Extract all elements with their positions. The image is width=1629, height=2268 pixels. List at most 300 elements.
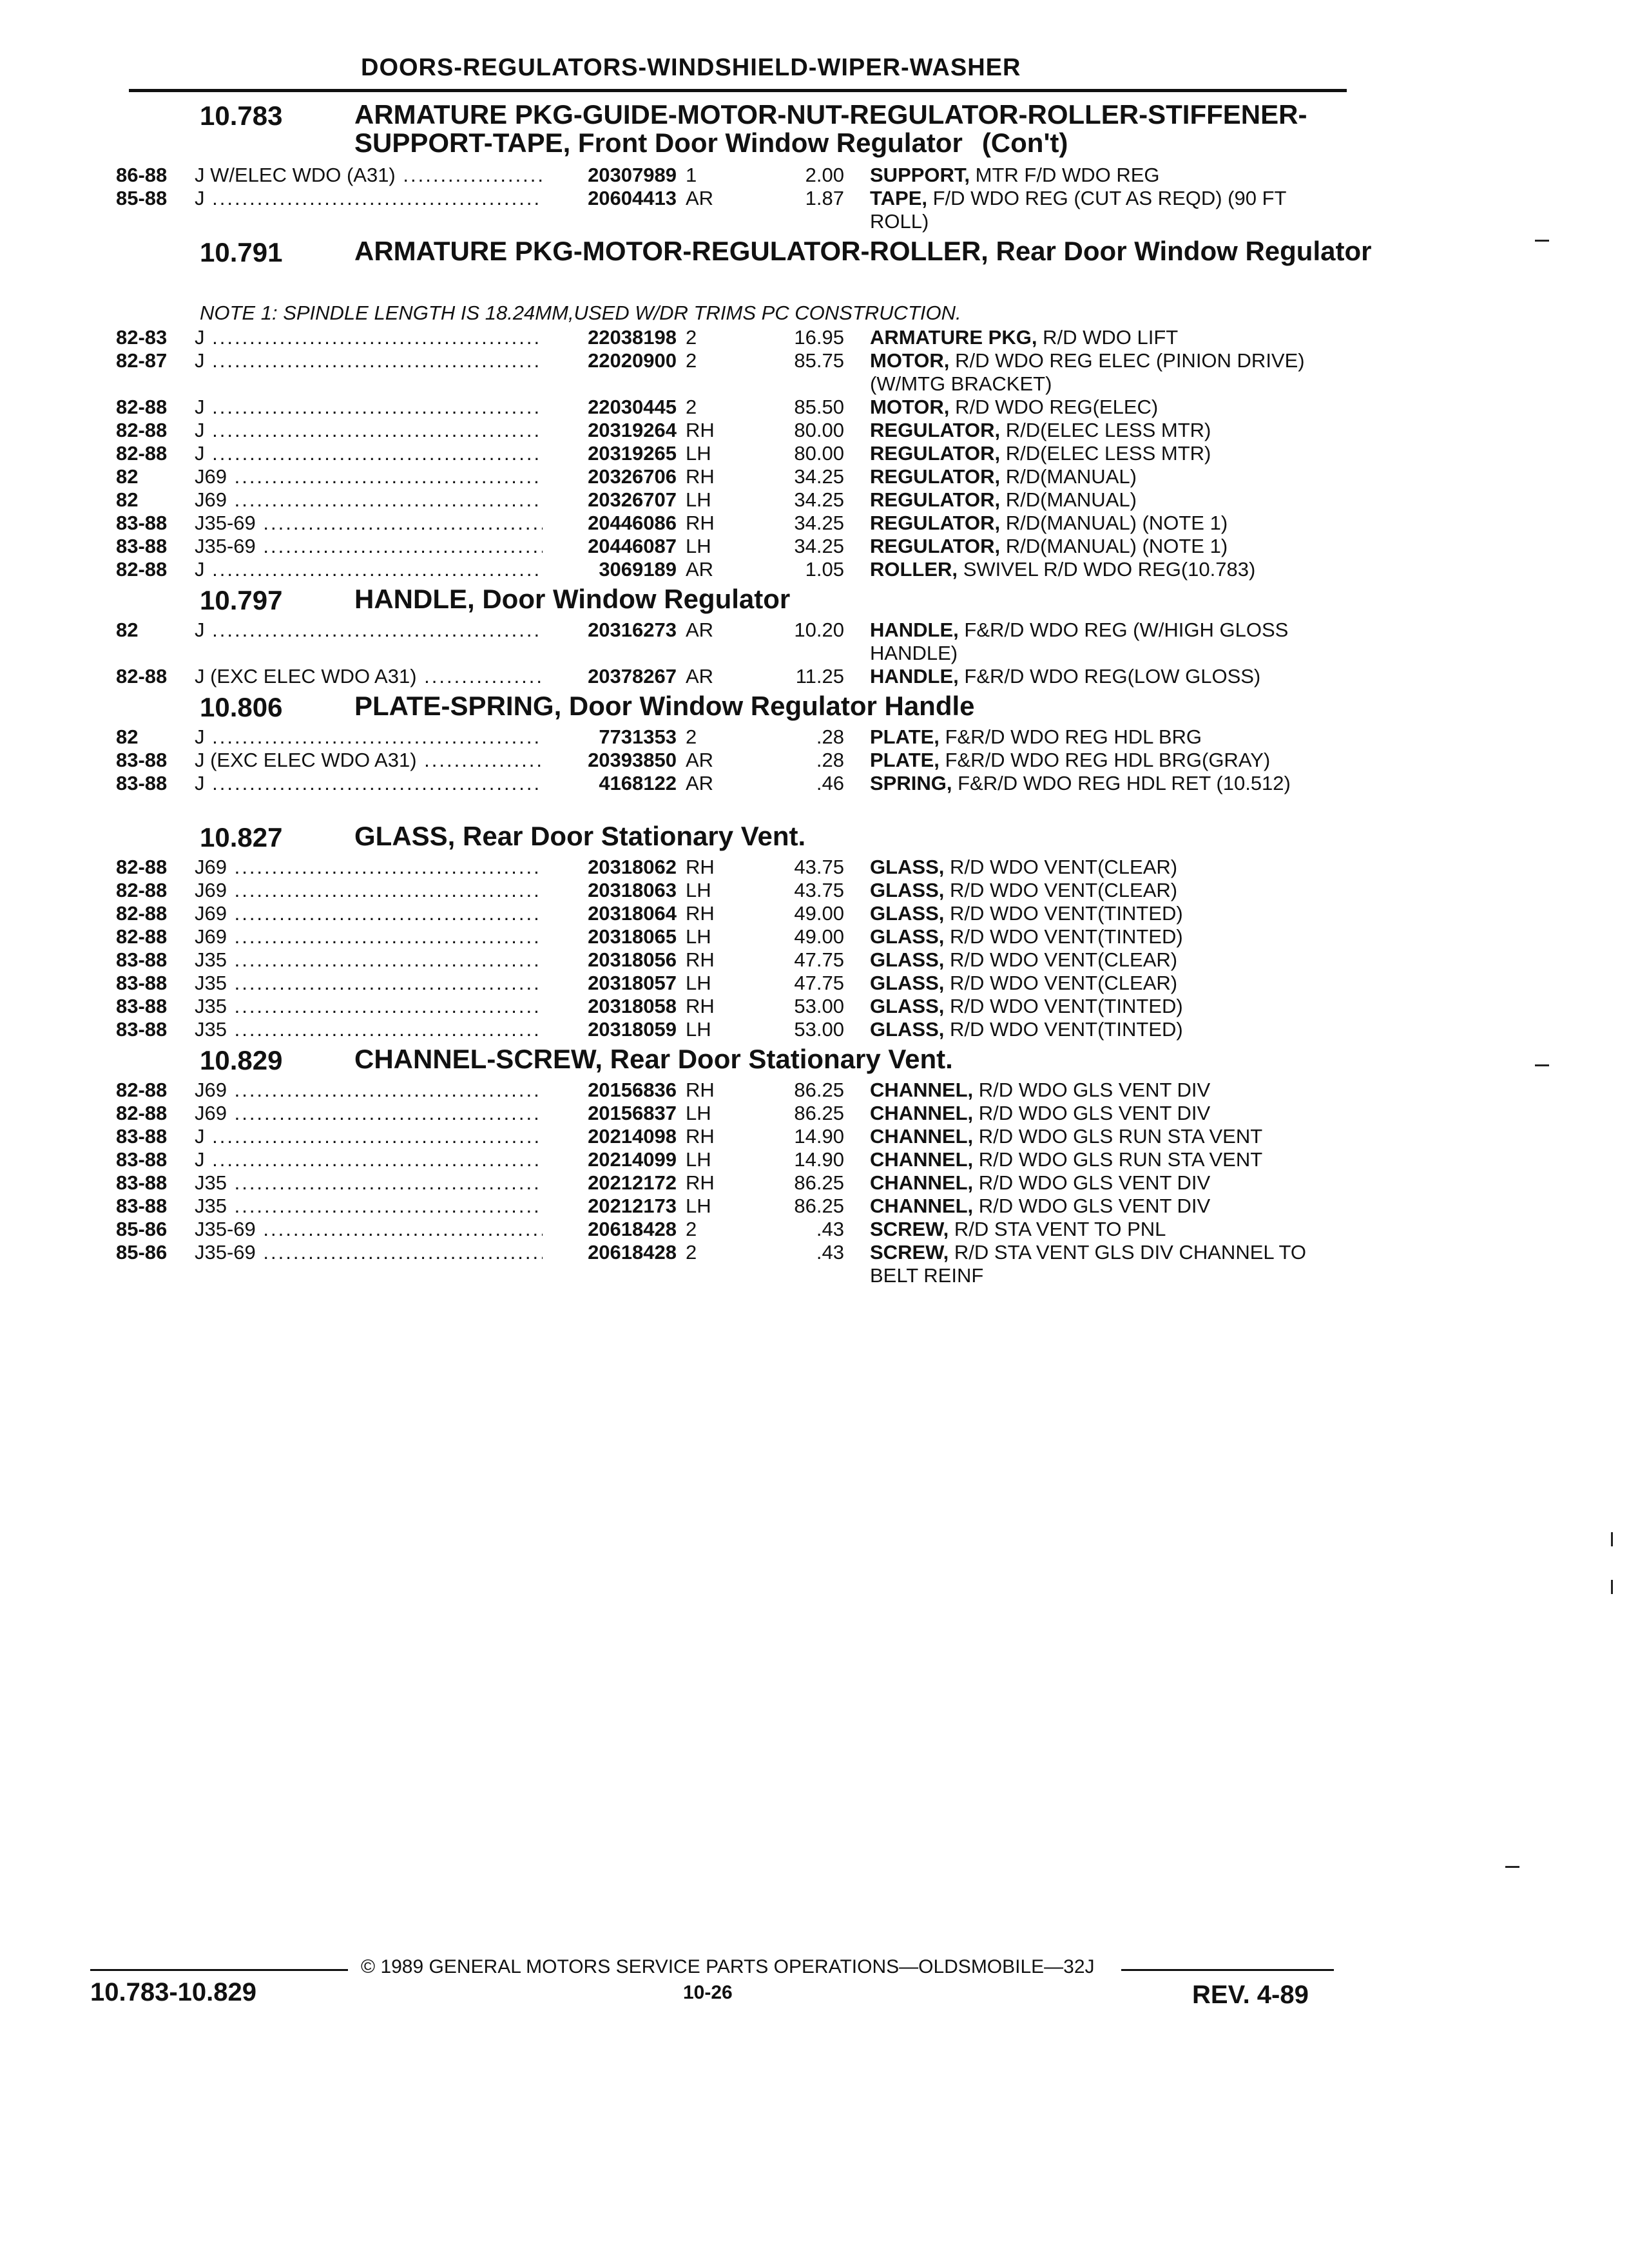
- price: 14.90: [794, 1148, 844, 1171]
- application: J35 .....: [195, 972, 543, 995]
- model-years: 82: [116, 619, 139, 641]
- application: J .....: [195, 1125, 543, 1148]
- price: .43: [816, 1218, 844, 1240]
- model-years: 83-88: [116, 1195, 168, 1217]
- section-header: [0, 1041, 1629, 1079]
- parts-row: [0, 488, 1629, 512]
- price: .28: [816, 749, 844, 771]
- margin-mark: [1535, 240, 1549, 242]
- part-number: 20318063: [543, 879, 677, 902]
- section-title: [354, 1045, 1373, 1073]
- application: J .....: [195, 1148, 543, 1171]
- model-years: 82-88: [116, 665, 168, 687]
- part-number: 20378267: [543, 665, 677, 688]
- quantity: LH: [686, 1195, 711, 1217]
- footer-rule-right: [1121, 1969, 1334, 1971]
- quantity: LH: [686, 1102, 711, 1124]
- description: [870, 1102, 1334, 1125]
- description-detail: R/D(MANUAL): [1005, 465, 1137, 488]
- description: [870, 1171, 1334, 1195]
- quantity: LH: [686, 442, 711, 465]
- description-name: GLASS,: [870, 1018, 945, 1041]
- parts-row: [0, 558, 1629, 581]
- parts-row: [0, 995, 1629, 1018]
- section-number: 10.783: [200, 101, 283, 131]
- description: [870, 1079, 1334, 1102]
- description: [870, 1218, 1334, 1241]
- description: [870, 1241, 1334, 1287]
- application: J .....: [195, 726, 543, 749]
- description-detail: R/D WDO VENT(CLEAR): [950, 856, 1178, 878]
- application: J .....: [195, 442, 543, 465]
- part-number: 20446086: [543, 512, 677, 535]
- quantity: 2: [686, 1241, 697, 1264]
- description-detail: F&R/D WDO REG HDL RET (10.512): [958, 772, 1291, 794]
- price: 2.00: [805, 164, 844, 186]
- price: 86.25: [794, 1102, 844, 1124]
- description-name: GLASS,: [870, 856, 945, 878]
- description: [870, 512, 1334, 535]
- description-detail: SWIVEL R/D WDO REG(10.783): [963, 558, 1256, 581]
- description: [870, 465, 1334, 488]
- description-detail: F&R/D WDO REG(LOW GLOSS): [964, 665, 1261, 687]
- model-years: 82-88: [116, 856, 168, 878]
- footer-section-range: 10.783-10.829: [90, 1978, 257, 2006]
- application: J .....: [195, 772, 543, 795]
- quantity: RH: [686, 948, 715, 971]
- description-name: CHANNEL,: [870, 1171, 974, 1194]
- parts-row: [0, 326, 1629, 349]
- section-title-text: PLATE-SPRING, Door Window Regulator Handle: [354, 691, 975, 721]
- description-detail: R/D WDO REG ELEC (PINION DRIVE) (W/MTG BRACKET): [870, 349, 1305, 395]
- application: J35-69 .....: [195, 512, 543, 535]
- model-years: 83-88: [116, 972, 168, 994]
- parts-row: [0, 948, 1629, 972]
- quantity: LH: [686, 535, 711, 557]
- description-detail: F&R/D WDO REG (W/HIGH GLOSS HANDLE): [870, 619, 1289, 664]
- price: 53.00: [794, 1018, 844, 1041]
- description-detail: R/D WDO LIFT: [1043, 326, 1179, 349]
- description: [870, 925, 1334, 948]
- section-note: NOTE 1: SPINDLE LENGTH IS 18.24MM,USED W/DR TRIMS PC CONSTRUCTION.: [200, 302, 961, 324]
- part-number: 22030445: [543, 396, 677, 419]
- price: .28: [816, 726, 844, 748]
- section-number: 10.827: [200, 822, 283, 852]
- part-number: 20318058: [543, 995, 677, 1018]
- description-detail: R/D WDO VENT(TINTED): [950, 925, 1183, 948]
- model-years: 82-87: [116, 349, 168, 372]
- quantity: 1: [686, 164, 697, 186]
- description-name: HANDLE,: [870, 619, 959, 641]
- part-number: 20319265: [543, 442, 677, 465]
- section-continued-label: (Con't): [981, 128, 1068, 158]
- description-name: SUPPORT,: [870, 164, 970, 186]
- price: 10.20: [794, 619, 844, 641]
- model-years: 82: [116, 488, 139, 511]
- section-title: [354, 237, 1373, 265]
- parts-row: [0, 749, 1629, 772]
- part-number: 20393850: [543, 749, 677, 772]
- parts-row: [0, 187, 1629, 233]
- price: .43: [816, 1241, 844, 1264]
- price: .46: [816, 772, 844, 794]
- price: 86.25: [794, 1079, 844, 1101]
- section-title-text: ARMATURE PKG-MOTOR-REGULATOR-ROLLER, Rear Door Window Regulator: [354, 236, 1372, 266]
- quantity: 2: [686, 396, 697, 418]
- model-years: 82: [116, 465, 139, 488]
- application: J .....: [195, 619, 543, 642]
- model-years: 86-88: [116, 164, 168, 186]
- parts-row: [0, 442, 1629, 465]
- description-detail: R/D WDO VENT(CLEAR): [950, 948, 1178, 971]
- quantity: 2: [686, 349, 697, 372]
- price: 1.05: [805, 558, 844, 581]
- application: J35 .....: [195, 1195, 543, 1218]
- quantity: RH: [686, 512, 715, 534]
- price: 49.00: [794, 902, 844, 925]
- model-years: 83-88: [116, 1171, 168, 1194]
- price: 80.00: [794, 442, 844, 465]
- price: 85.75: [794, 349, 844, 372]
- catalog-section: [0, 97, 1629, 233]
- model-years: 83-88: [116, 772, 168, 794]
- description-name: GLASS,: [870, 972, 945, 994]
- model-years: 83-88: [116, 1018, 168, 1041]
- application: J69 .....: [195, 856, 543, 879]
- description-name: HANDLE,: [870, 665, 959, 687]
- application: J35-69 .....: [195, 1218, 543, 1241]
- description-detail: R/D WDO VENT(CLEAR): [950, 972, 1178, 994]
- part-number: 3069189: [543, 558, 677, 581]
- description: [870, 902, 1334, 925]
- parts-row: [0, 619, 1629, 665]
- parts-row: [0, 925, 1629, 948]
- quantity: AR: [686, 187, 714, 209]
- parts-row: [0, 879, 1629, 902]
- part-number: 20318064: [543, 902, 677, 925]
- parts-row: [0, 1241, 1629, 1287]
- description-name: PLATE,: [870, 726, 940, 748]
- quantity: LH: [686, 972, 711, 994]
- quantity: RH: [686, 1125, 715, 1148]
- description-detail: R/D WDO VENT(TINTED): [950, 1018, 1183, 1041]
- application: J .....: [195, 326, 543, 349]
- application: J .....: [195, 187, 543, 210]
- description-name: SCREW,: [870, 1218, 949, 1240]
- price: 80.00: [794, 419, 844, 441]
- description-name: GLASS,: [870, 948, 945, 971]
- description: [870, 535, 1334, 558]
- catalog-section: [0, 688, 1629, 818]
- description-name: TAPE,: [870, 187, 927, 209]
- price: 11.25: [795, 665, 844, 687]
- margin-mark: [1611, 1532, 1613, 1546]
- part-number: 20318059: [543, 1018, 677, 1041]
- model-years: 82-88: [116, 879, 168, 901]
- parts-row: [0, 1171, 1629, 1195]
- description-detail: F&R/D WDO REG HDL BRG(GRAY): [945, 749, 1271, 771]
- quantity: LH: [686, 1148, 711, 1171]
- price: 34.25: [794, 488, 844, 511]
- quantity: AR: [686, 665, 714, 687]
- quantity: 2: [686, 726, 697, 748]
- description-name: MOTOR,: [870, 349, 950, 372]
- page-title: DOORS-REGULATORS-WINDSHIELD-WIPER-WASHER: [361, 54, 1021, 81]
- price: 53.00: [794, 995, 844, 1017]
- description-detail: R/D WDO VENT(TINTED): [950, 995, 1183, 1017]
- part-number: 20212173: [543, 1195, 677, 1218]
- description: [870, 856, 1334, 879]
- part-number: 22038198: [543, 326, 677, 349]
- section-header: [0, 688, 1629, 726]
- quantity: LH: [686, 925, 711, 948]
- application: J W/ELEC WDO (A31) .....: [195, 164, 543, 187]
- model-years: 83-88: [116, 1125, 168, 1148]
- section-header: [0, 581, 1629, 619]
- price: 43.75: [794, 879, 844, 901]
- price: 47.75: [794, 972, 844, 994]
- section-title: [354, 585, 1373, 613]
- description-name: REGULATOR,: [870, 488, 1001, 511]
- parts-row: [0, 465, 1629, 488]
- section-number: 10.791: [200, 237, 283, 267]
- description: [870, 349, 1334, 396]
- price: 43.75: [794, 856, 844, 878]
- model-years: 82-88: [116, 558, 168, 581]
- section-title-text: GLASS, Rear Door Stationary Vent.: [354, 821, 806, 851]
- parts-row: [0, 1148, 1629, 1171]
- part-number: 20156837: [543, 1102, 677, 1125]
- model-years: 83-88: [116, 535, 168, 557]
- quantity: AR: [686, 619, 714, 641]
- quantity: RH: [686, 856, 715, 878]
- description-detail: F&R/D WDO REG HDL BRG: [945, 726, 1202, 748]
- price: 1.87: [805, 187, 844, 209]
- description-detail: R/D WDO VENT(CLEAR): [950, 879, 1178, 901]
- description-detail: R/D WDO GLS VENT DIV: [978, 1102, 1211, 1124]
- application: J (EXC ELEC WDO A31) .....: [195, 665, 543, 688]
- application: J35 .....: [195, 1171, 543, 1195]
- model-years: 85-86: [116, 1241, 168, 1264]
- description-name: SPRING,: [870, 772, 952, 794]
- application: J35 .....: [195, 995, 543, 1018]
- margin-mark: [1535, 1064, 1549, 1066]
- model-years: 83-88: [116, 995, 168, 1017]
- section-title-text: ARMATURE PKG-GUIDE-MOTOR-NUT-REGULATOR-ROLLER-STIFFENER-SUPPORT-TAPE, Front Door Window Regulator: [354, 99, 1307, 158]
- description: [870, 419, 1334, 442]
- description: [870, 442, 1334, 465]
- application: J69 .....: [195, 488, 543, 512]
- parts-row: [0, 856, 1629, 879]
- description: [870, 396, 1334, 419]
- description-name: CHANNEL,: [870, 1102, 974, 1124]
- description-name: CHANNEL,: [870, 1148, 974, 1171]
- model-years: 82-88: [116, 396, 168, 418]
- quantity: RH: [686, 995, 715, 1017]
- application: J35 .....: [195, 1018, 543, 1041]
- price: 86.25: [794, 1171, 844, 1194]
- quantity: AR: [686, 558, 714, 581]
- sections-container: [0, 97, 1629, 1287]
- description-name: GLASS,: [870, 902, 945, 925]
- application: J (EXC ELEC WDO A31) .....: [195, 749, 543, 772]
- description-detail: R/D WDO GLS VENT DIV: [978, 1195, 1211, 1217]
- parts-row: [0, 512, 1629, 535]
- price: 34.25: [794, 535, 844, 557]
- section-number: 10.829: [200, 1045, 283, 1075]
- description-detail: R/D(MANUAL) (NOTE 1): [1005, 512, 1228, 534]
- quantity: RH: [686, 1079, 715, 1101]
- description-name: REGULATOR,: [870, 442, 1001, 465]
- description: [870, 665, 1334, 688]
- section-title: [354, 692, 1373, 720]
- part-number: 20618428: [543, 1218, 677, 1241]
- quantity: LH: [686, 879, 711, 901]
- parts-row: [0, 1218, 1629, 1241]
- description: [870, 1125, 1334, 1148]
- price: 49.00: [794, 925, 844, 948]
- description-name: CHANNEL,: [870, 1125, 974, 1148]
- quantity: LH: [686, 488, 711, 511]
- application: J35-69 .....: [195, 1241, 543, 1264]
- description: [870, 995, 1334, 1018]
- model-years: 83-88: [116, 948, 168, 971]
- description: [870, 948, 1334, 972]
- price: 34.25: [794, 465, 844, 488]
- application: J .....: [195, 349, 543, 372]
- description-name: REGULATOR,: [870, 535, 1001, 557]
- description-name: CHANNEL,: [870, 1079, 974, 1101]
- footer-copyright: © 1989 GENERAL MOTORS SERVICE PARTS OPERATIONS—OLDSMOBILE—32J: [361, 1956, 1095, 1977]
- catalog-section: [0, 818, 1629, 1041]
- description: [870, 1018, 1334, 1041]
- model-years: 85-86: [116, 1218, 168, 1240]
- description: [870, 488, 1334, 512]
- application: J69 .....: [195, 465, 543, 488]
- margin-mark: [1611, 1580, 1613, 1594]
- parts-row: [0, 1195, 1629, 1218]
- part-number: 20318056: [543, 948, 677, 972]
- description-detail: R/D WDO REG(ELEC): [955, 396, 1159, 418]
- section-title: [354, 822, 1373, 850]
- description-detail: F/D WDO REG (CUT AS REQD) (90 FT ROLL): [870, 187, 1286, 233]
- parts-row: [0, 1102, 1629, 1125]
- parts-row: [0, 972, 1629, 995]
- quantity: RH: [686, 419, 715, 441]
- section-header: [0, 97, 1629, 164]
- description-detail: R/D WDO GLS RUN STA VENT: [978, 1148, 1263, 1171]
- model-years: 82-88: [116, 902, 168, 925]
- application: J .....: [195, 396, 543, 419]
- description-name: GLASS,: [870, 925, 945, 948]
- model-years: 83-88: [116, 512, 168, 534]
- parts-row: [0, 1018, 1629, 1041]
- part-number: 20326707: [543, 488, 677, 512]
- description-name: SCREW,: [870, 1241, 949, 1264]
- description: [870, 164, 1334, 187]
- description-detail: R/D(MANUAL): [1005, 488, 1137, 511]
- application: J69 .....: [195, 1102, 543, 1125]
- section-title-text: HANDLE, Door Window Regulator: [354, 584, 791, 614]
- description-detail: R/D STA VENT GLS DIV CHANNEL TO BELT REINF: [870, 1241, 1307, 1287]
- section-title-text: CHANNEL-SCREW, Rear Door Stationary Vent.: [354, 1044, 953, 1074]
- section-title: [354, 101, 1373, 157]
- part-number: 20326706: [543, 465, 677, 488]
- quantity: RH: [686, 1171, 715, 1194]
- part-number: 20316273: [543, 619, 677, 642]
- footer-page-number: 10-26: [683, 1982, 733, 2003]
- part-number: 20307989: [543, 164, 677, 187]
- catalog-section: [0, 581, 1629, 688]
- model-years: 82: [116, 726, 139, 748]
- price: 86.25: [794, 1195, 844, 1217]
- description-name: CHANNEL,: [870, 1195, 974, 1217]
- part-number: 20618428: [543, 1241, 677, 1264]
- quantity: 2: [686, 1218, 697, 1240]
- section-header: [0, 233, 1629, 300]
- description: [870, 879, 1334, 902]
- price: 34.25: [794, 512, 844, 534]
- description: [870, 1195, 1334, 1218]
- model-years: 83-88: [116, 749, 168, 771]
- quantity: 2: [686, 326, 697, 349]
- part-number: 20318057: [543, 972, 677, 995]
- description-name: GLASS,: [870, 995, 945, 1017]
- quantity: LH: [686, 1018, 711, 1041]
- part-number: 4168122: [543, 772, 677, 795]
- parts-row: [0, 164, 1629, 187]
- price: 85.50: [794, 396, 844, 418]
- part-number: 20319264: [543, 419, 677, 442]
- application: J69 .....: [195, 902, 543, 925]
- parts-row: [0, 396, 1629, 419]
- application: J35-69 .....: [195, 535, 543, 558]
- description-name: REGULATOR,: [870, 419, 1001, 441]
- description-detail: MTR F/D WDO REG: [975, 164, 1160, 186]
- description-name: REGULATOR,: [870, 512, 1001, 534]
- section-header: [0, 818, 1629, 856]
- application: J69 .....: [195, 925, 543, 948]
- part-number: 22020900: [543, 349, 677, 372]
- description-detail: R/D WDO GLS VENT DIV: [978, 1171, 1211, 1194]
- description-name: REGULATOR,: [870, 465, 1001, 488]
- section-number: 10.806: [200, 692, 283, 722]
- part-number: 20604413: [543, 187, 677, 210]
- model-years: 82-88: [116, 1102, 168, 1124]
- description-name: GLASS,: [870, 879, 945, 901]
- quantity: AR: [686, 749, 714, 771]
- model-years: 83-88: [116, 1148, 168, 1171]
- description-detail: R/D WDO GLS RUN STA VENT: [978, 1125, 1263, 1148]
- quantity: RH: [686, 902, 715, 925]
- price: 14.90: [794, 1125, 844, 1148]
- header-rule: [129, 89, 1347, 92]
- description-detail: R/D(ELEC LESS MTR): [1005, 442, 1211, 465]
- description: [870, 772, 1334, 795]
- parts-row: [0, 419, 1629, 442]
- description-detail: R/D(ELEC LESS MTR): [1005, 419, 1211, 441]
- catalog-section: [0, 233, 1629, 581]
- application: J35 .....: [195, 948, 543, 972]
- catalog-section: [0, 1041, 1629, 1287]
- description: [870, 972, 1334, 995]
- parts-row: [0, 665, 1629, 688]
- quantity: AR: [686, 772, 714, 794]
- description-name: MOTOR,: [870, 396, 950, 418]
- description: [870, 619, 1334, 665]
- description: [870, 326, 1334, 349]
- model-years: 82-88: [116, 419, 168, 441]
